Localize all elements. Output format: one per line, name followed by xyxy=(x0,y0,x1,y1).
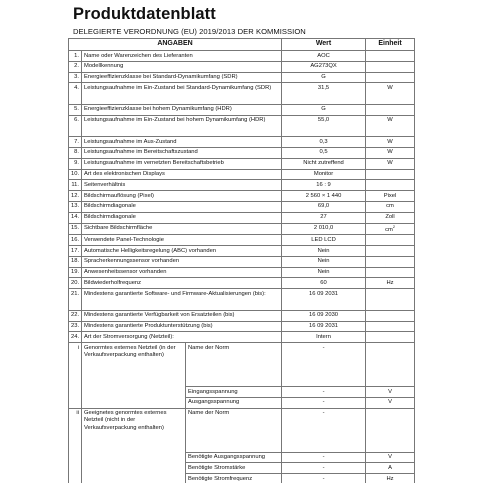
row-number: 14. xyxy=(69,212,82,223)
supply-ii-name-value: - xyxy=(282,408,366,452)
row-label: Bildwiederholfrequenz xyxy=(82,278,282,289)
supply-i-input-label: Eingangsspannung xyxy=(186,387,282,398)
row-value: 27 xyxy=(282,212,366,223)
table-row xyxy=(69,310,415,321)
row-number: 7. xyxy=(69,137,82,148)
table-row xyxy=(69,169,415,180)
row-label: Spracherkennungssensor vorhanden xyxy=(82,256,282,267)
unit-text: W xyxy=(387,117,393,124)
table-row xyxy=(69,321,415,332)
row-number: 5. xyxy=(69,104,82,115)
row-label: Energieeffizienzklasse bei hohem Dynamikumfang (HDR) xyxy=(82,104,282,115)
table-header-row xyxy=(69,39,415,51)
table-row xyxy=(69,72,415,83)
supply-ii-voltage-label: Benötigte Ausgangsspannung xyxy=(186,452,282,463)
row-value: Nein xyxy=(282,246,366,257)
table-row xyxy=(69,180,415,191)
row-value: Monitor xyxy=(282,169,366,180)
unit-text: cm xyxy=(385,226,393,233)
row-number: 4. xyxy=(69,83,82,105)
unit-text: Pixel xyxy=(383,192,397,199)
row-value: 2 560 × 1 440 xyxy=(282,191,366,202)
row-number: 6. xyxy=(69,115,82,137)
row-value: 0,5 xyxy=(282,147,366,158)
supply-ii-freq-unit: Hz xyxy=(366,474,415,483)
supply-ii-voltage-unit: V xyxy=(366,452,415,463)
row-unit xyxy=(366,137,415,148)
table-row xyxy=(69,201,415,212)
row-value: 16 09 2031 xyxy=(282,321,366,332)
row-number: 18. xyxy=(69,256,82,267)
supply-ii-name-unit xyxy=(366,408,415,452)
row-unit xyxy=(366,278,415,289)
unit-text: cm xyxy=(386,203,394,210)
row-unit xyxy=(366,332,415,343)
table-row xyxy=(69,246,415,257)
row-label: Energieeffizienzklasse bei Standard-Dynamikumfang (SDR) xyxy=(82,72,282,83)
row-label: Modellkennung xyxy=(82,61,282,72)
supply-i-input-value: - xyxy=(282,387,366,398)
row-label: Bildschirmdiagonale xyxy=(82,201,282,212)
row-number: 24. xyxy=(69,332,82,343)
row-unit xyxy=(366,212,415,223)
row-unit xyxy=(366,158,415,169)
row-number: 10. xyxy=(69,169,82,180)
row-number: 16. xyxy=(69,235,82,246)
unit-text: W xyxy=(387,138,393,145)
row-value: AOC xyxy=(282,51,366,62)
row-label: Bildschirmauflösung (Pixel) xyxy=(82,191,282,202)
row-number: 12. xyxy=(69,191,82,202)
row-value: Nein xyxy=(282,267,366,278)
header-wert: Wert xyxy=(282,39,366,51)
supply-ii-row xyxy=(69,408,415,452)
row-number: 17. xyxy=(69,246,82,257)
row-label: Sichtbare Bildschirmfläche xyxy=(82,223,282,235)
row-label: Anwesenheitssensor vorhanden xyxy=(82,267,282,278)
row-value: 31,5 xyxy=(282,83,366,105)
row-value: 16 09 2030 xyxy=(282,310,366,321)
row-value: 16 : 9 xyxy=(282,180,366,191)
row-label: Mindestens garantierte Produktunterstützung (bis) xyxy=(82,321,282,332)
row-unit xyxy=(366,201,415,212)
row-unit xyxy=(366,191,415,202)
row-unit xyxy=(366,104,415,115)
row-unit xyxy=(366,147,415,158)
row-label: Verwendete Panel-Technologie xyxy=(82,235,282,246)
supply-ii-current-label: Benötigte Stromstärke xyxy=(186,463,282,474)
supply-ii-freq-value: - xyxy=(282,474,366,483)
table-row xyxy=(69,51,415,62)
row-label: Leistungsaufnahme im Aus-Zustand xyxy=(82,137,282,148)
supply-i-input-unit: V xyxy=(366,387,415,398)
table-row xyxy=(69,256,415,267)
supply-i-output-unit: V xyxy=(366,397,415,408)
row-unit xyxy=(366,289,415,311)
supply-ii-name-label: Name der Norm xyxy=(186,408,282,452)
supply-i-name-label: Name der Norm xyxy=(186,343,282,387)
row-value: 16 09 2031 xyxy=(282,289,366,311)
row-unit xyxy=(366,115,415,137)
row-number: 11. xyxy=(69,180,82,191)
table-row xyxy=(69,223,415,235)
row-value: Intern xyxy=(282,332,366,343)
row-label: Mindestens garantierte Software- und Firmware-Aktualisierungen (bis): xyxy=(82,289,282,311)
row-label: Automatische Helligkeitsregelung (ABC) vorhanden xyxy=(82,246,282,257)
row-number: 1. xyxy=(69,51,82,62)
header-angaben: ANGABEN xyxy=(69,39,282,51)
row-label: Leistungsaufnahme im Ein-Zustand bei hohem Dynamikumfang (HDR) xyxy=(82,115,282,137)
row-unit xyxy=(366,256,415,267)
row-label: Art des elektronischen Displays xyxy=(82,169,282,180)
row-number: 13. xyxy=(69,201,82,212)
table-row xyxy=(69,83,415,105)
unit-text: Zoll xyxy=(385,214,395,221)
product-data-table xyxy=(68,38,415,483)
supply-ii-current-unit: A xyxy=(366,463,415,474)
row-label: Mindestens garantierte Verfügbarkeit von Ersatzteilen (bis) xyxy=(82,310,282,321)
row-unit xyxy=(366,223,415,235)
row-unit xyxy=(366,169,415,180)
row-unit xyxy=(366,246,415,257)
row-label: Art der Stromversorgung (Netzteil): xyxy=(82,332,282,343)
row-unit xyxy=(366,61,415,72)
row-value: G xyxy=(282,104,366,115)
supply-i-marker: i xyxy=(69,343,82,409)
row-label: Leistungsaufnahme im Ein-Zustand bei Standard-Dynamikumfang (SDR) xyxy=(82,83,282,105)
table-row xyxy=(69,61,415,72)
table-row xyxy=(69,289,415,311)
row-number: 19. xyxy=(69,267,82,278)
unit-text: W xyxy=(387,84,393,91)
supply-ii-current-value: - xyxy=(282,463,366,474)
table-row xyxy=(69,137,415,148)
row-number: 22. xyxy=(69,310,82,321)
table-row xyxy=(69,212,415,223)
datasheet-title: Produktdatenblatt xyxy=(73,5,216,23)
supply-ii-freq-label: Benötigte Stromfrequenz xyxy=(186,474,282,483)
header-einheit: Einheit xyxy=(366,39,415,51)
row-unit xyxy=(366,235,415,246)
unit-superscript: 2 xyxy=(392,225,395,230)
table-row xyxy=(69,267,415,278)
row-value: 2 010,0 xyxy=(282,223,366,235)
table-row xyxy=(69,278,415,289)
row-value: 55,0 xyxy=(282,115,366,137)
supply-ii-label: Geeignetes genormtes externes Netzteil (nicht in der Verkaufsverpackung enthalten) xyxy=(82,408,186,483)
row-label: Leistungsaufnahme im Bereitschaftszustand xyxy=(82,147,282,158)
row-number: 20. xyxy=(69,278,82,289)
row-value: 69,0 xyxy=(282,201,366,212)
supply-i-label: Genormtes externes Netzteil (in der Verkaufsverpackung enthalten) xyxy=(82,343,186,409)
row-value: G xyxy=(282,72,366,83)
row-value: Nicht zutreffend xyxy=(282,158,366,169)
row-label: Seitenverhältnis xyxy=(82,180,282,191)
supply-ii-marker: ii xyxy=(69,408,82,483)
unit-text: W xyxy=(387,149,393,156)
row-unit xyxy=(366,83,415,105)
table-row xyxy=(69,191,415,202)
row-value: 0,3 xyxy=(282,137,366,148)
row-value: LED LCD xyxy=(282,235,366,246)
row-unit xyxy=(366,310,415,321)
row-number: 2. xyxy=(69,61,82,72)
regulation-subtitle: DELEGIERTE VERORDNUNG (EU) 2019/2013 DER KOMMISSION xyxy=(73,27,306,36)
row-label: Leistungsaufnahme im vernetzten Bereitschaftsbetrieb xyxy=(82,158,282,169)
row-unit xyxy=(366,180,415,191)
row-value: 60 xyxy=(282,278,366,289)
supply-i-name-value: - xyxy=(282,343,366,387)
row-unit xyxy=(366,72,415,83)
unit-text: W xyxy=(387,160,393,167)
supply-ii-voltage-value: - xyxy=(282,452,366,463)
row-number: 9. xyxy=(69,158,82,169)
table-row xyxy=(69,158,415,169)
row-unit xyxy=(366,321,415,332)
row-number: 23. xyxy=(69,321,82,332)
supply-i-output-label: Ausgangsspannung xyxy=(186,397,282,408)
row-unit xyxy=(366,267,415,278)
row-number: 3. xyxy=(69,72,82,83)
unit-text: Hz xyxy=(386,279,394,286)
supply-i-name-unit xyxy=(366,343,415,387)
supply-i-row xyxy=(69,343,415,387)
row-label: Name oder Warenzeichen des Lieferanten xyxy=(82,51,282,62)
row-number: 21. xyxy=(69,289,82,311)
row-value: Nein xyxy=(282,256,366,267)
table-row xyxy=(69,147,415,158)
row-number: 8. xyxy=(69,147,82,158)
table-row xyxy=(69,332,415,343)
row-number: 15. xyxy=(69,223,82,235)
table-row xyxy=(69,115,415,137)
table-row xyxy=(69,104,415,115)
row-label: Bildschirmdiagonale xyxy=(82,212,282,223)
supply-i-output-value: - xyxy=(282,397,366,408)
table-row xyxy=(69,235,415,246)
row-unit xyxy=(366,51,415,62)
row-value: AG273QX xyxy=(282,61,366,72)
